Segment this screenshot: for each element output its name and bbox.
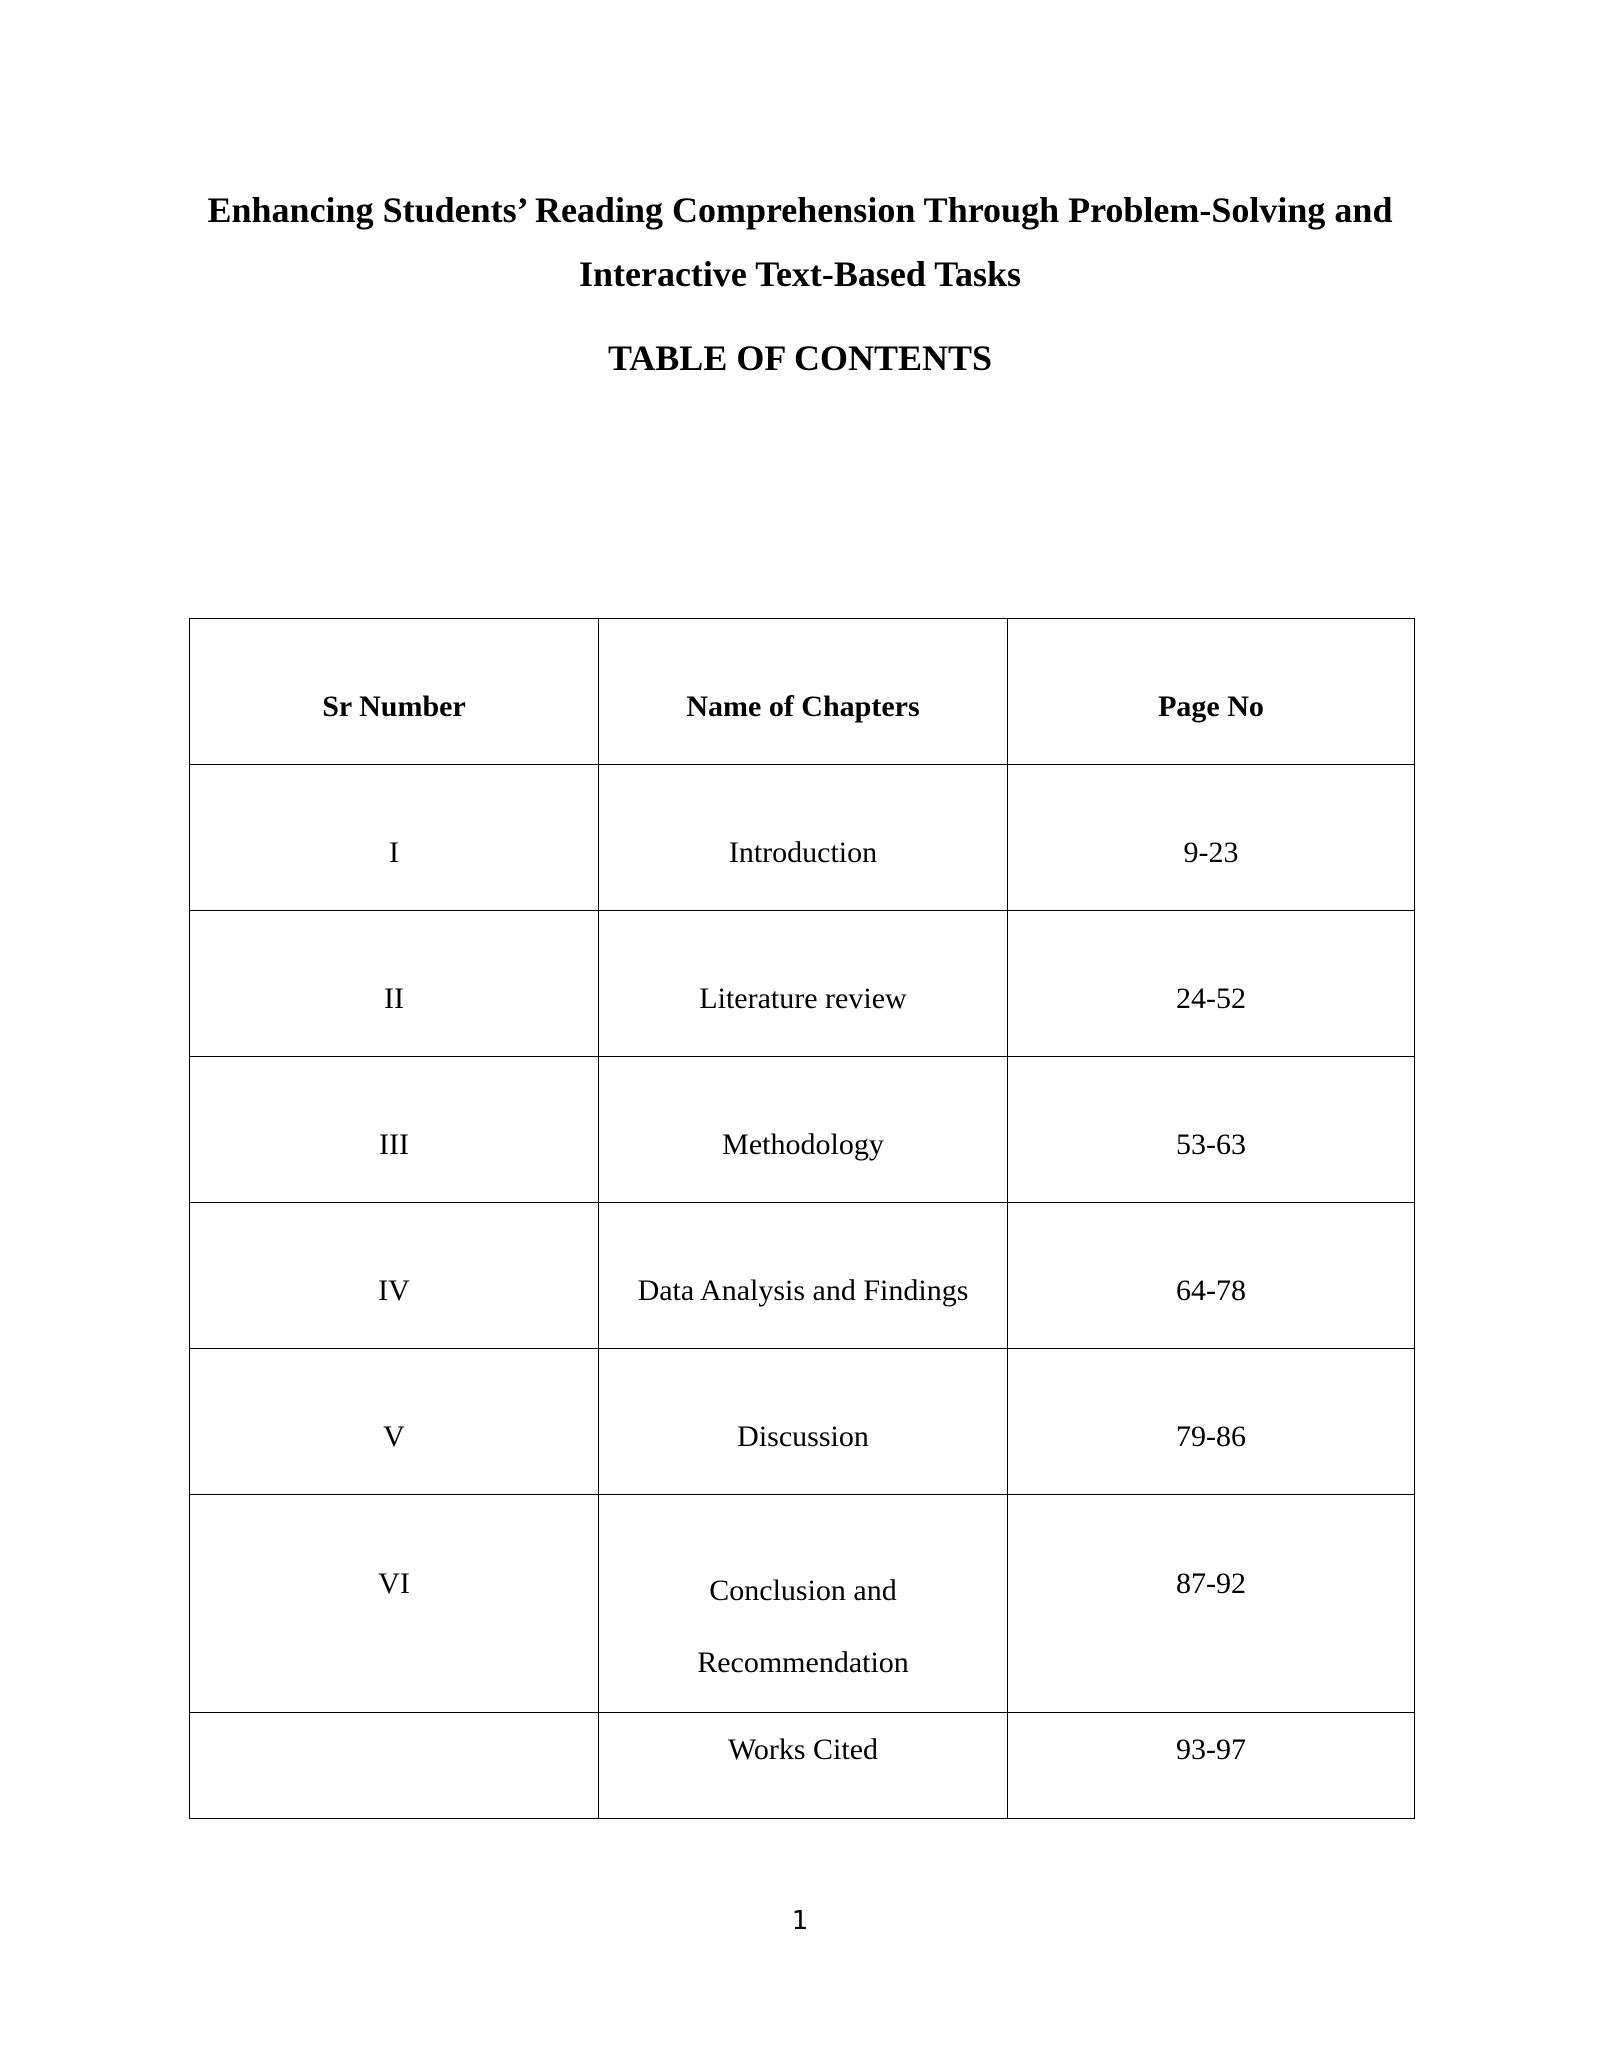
row-chapter-name: Literature review: [599, 911, 1008, 1057]
row-sr-number: IV: [190, 1203, 599, 1349]
row-chapter-name: Data Analysis and Findings: [599, 1203, 1008, 1349]
table-row: [190, 1713, 1415, 1819]
table-of-contents: [189, 618, 1415, 1819]
table-row: [190, 1495, 1415, 1713]
row-page-range: 79-86: [1008, 1349, 1415, 1495]
row-sr-number: [190, 1713, 599, 1819]
row-chapter-name: Discussion: [599, 1349, 1008, 1495]
row-sr-number: II: [190, 911, 599, 1057]
row-page-range: 64-78: [1008, 1203, 1415, 1349]
row-sr-number: III: [190, 1057, 599, 1203]
document-title: [150, 178, 1450, 306]
table-row: [190, 1203, 1415, 1349]
header-sr-number: Sr Number: [190, 619, 599, 765]
table-header-row: [190, 619, 1415, 765]
header-chapter-name: Name of Chapters: [599, 619, 1008, 765]
row-page-range: 93-97: [1008, 1713, 1415, 1819]
row-sr-number: V: [190, 1349, 599, 1495]
header-page-no: Page No: [1008, 619, 1415, 765]
row-chapter-name: Works Cited: [599, 1713, 1008, 1819]
row-page-range: 24-52: [1008, 911, 1415, 1057]
row-chapter-name: [599, 1495, 1008, 1713]
row-sr-number: I: [190, 765, 599, 911]
table-row: [190, 1057, 1415, 1203]
row-page-range: 87-92: [1008, 1495, 1415, 1713]
table-row: [190, 911, 1415, 1057]
row-chapter-name: Methodology: [599, 1057, 1008, 1203]
table-row: [190, 765, 1415, 911]
table-row: [190, 1349, 1415, 1495]
chapter-name-line-2: Recommendation: [697, 1646, 909, 1679]
page-number: 1: [791, 1906, 809, 1936]
row-page-range: 9-23: [1008, 765, 1415, 911]
title-line-1: Enhancing Students’ Reading Comprehension Through Problem-Solving and: [207, 190, 1393, 230]
title-line-2: Interactive Text-Based Tasks: [578, 254, 1022, 294]
row-sr-number: VI: [190, 1495, 599, 1713]
row-page-range: 53-63: [1008, 1057, 1415, 1203]
row-chapter-name: Introduction: [599, 765, 1008, 911]
toc-heading: TABLE OF CONTENTS: [607, 338, 993, 378]
chapter-name-line-1: Conclusion and: [709, 1574, 897, 1607]
